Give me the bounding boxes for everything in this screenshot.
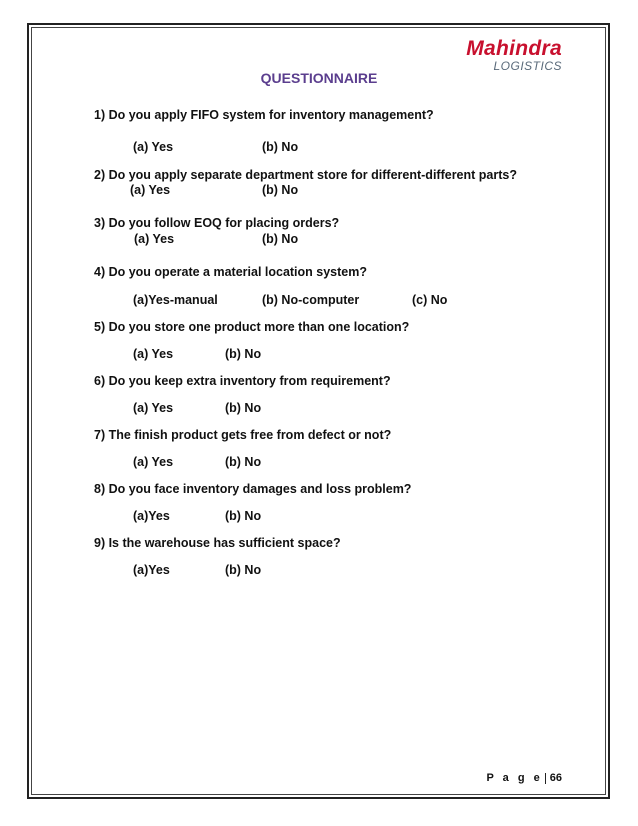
- question-6-option-b: (b) No: [225, 401, 262, 415]
- page-label: P a g e: [486, 772, 543, 784]
- logo-brand: Mahindra: [466, 37, 562, 60]
- page-number: 66: [549, 772, 562, 784]
- question-6: 6) Do you keep extra inventory from requirement?: [94, 374, 391, 388]
- page-footer: [486, 772, 562, 784]
- page-title: QUESTIONNAIRE: [260, 70, 378, 86]
- question-4: 4) Do you operate a material location system?: [94, 265, 367, 279]
- logo-sub: LOGISTICS: [493, 59, 562, 73]
- question-2-option-a: (a) Yes: [130, 183, 171, 197]
- question-3-option-a: (a) Yes: [134, 232, 175, 246]
- page-border-inner: [31, 27, 606, 795]
- question-5: 5) Do you store one product more than one location?: [94, 320, 410, 334]
- question-9-option-a: (a)Yes: [133, 563, 170, 577]
- question-8-option-a: (a)Yes: [133, 509, 170, 523]
- footer-divider: [545, 773, 546, 784]
- question-2: 2) Do you apply separate department store for different-different parts?: [94, 168, 517, 182]
- question-4-option-a: (a)Yes-manual: [133, 293, 218, 307]
- question-3-option-b: (b) No: [262, 232, 299, 246]
- question-1: 1) Do you apply FIFO system for inventory management?: [94, 108, 434, 122]
- question-6-option-a: (a) Yes: [133, 401, 174, 415]
- question-2-option-b: (b) No: [262, 183, 299, 197]
- question-9-option-b: (b) No: [225, 563, 262, 577]
- question-7-option-b: (b) No: [225, 455, 262, 469]
- question-9: 9) Is the warehouse has sufficient space?: [94, 536, 341, 550]
- question-5-option-a: (a) Yes: [133, 347, 174, 361]
- question-5-option-b: (b) No: [225, 347, 262, 361]
- question-3: 3) Do you follow EOQ for placing orders?: [94, 216, 340, 230]
- mahindra-logistics-logo: [466, 38, 562, 72]
- question-1-option-b: (b) No: [262, 140, 299, 154]
- question-8: 8) Do you face inventory damages and loss problem?: [94, 482, 412, 496]
- question-7-option-a: (a) Yes: [133, 455, 174, 469]
- question-8-option-b: (b) No: [225, 509, 262, 523]
- question-4-option-b: (b) No-computer: [262, 293, 360, 307]
- question-7: 7) The finish product gets free from defect or not?: [94, 428, 392, 442]
- question-1-option-a: (a) Yes: [133, 140, 174, 154]
- question-4-option-c: (c) No: [412, 293, 448, 307]
